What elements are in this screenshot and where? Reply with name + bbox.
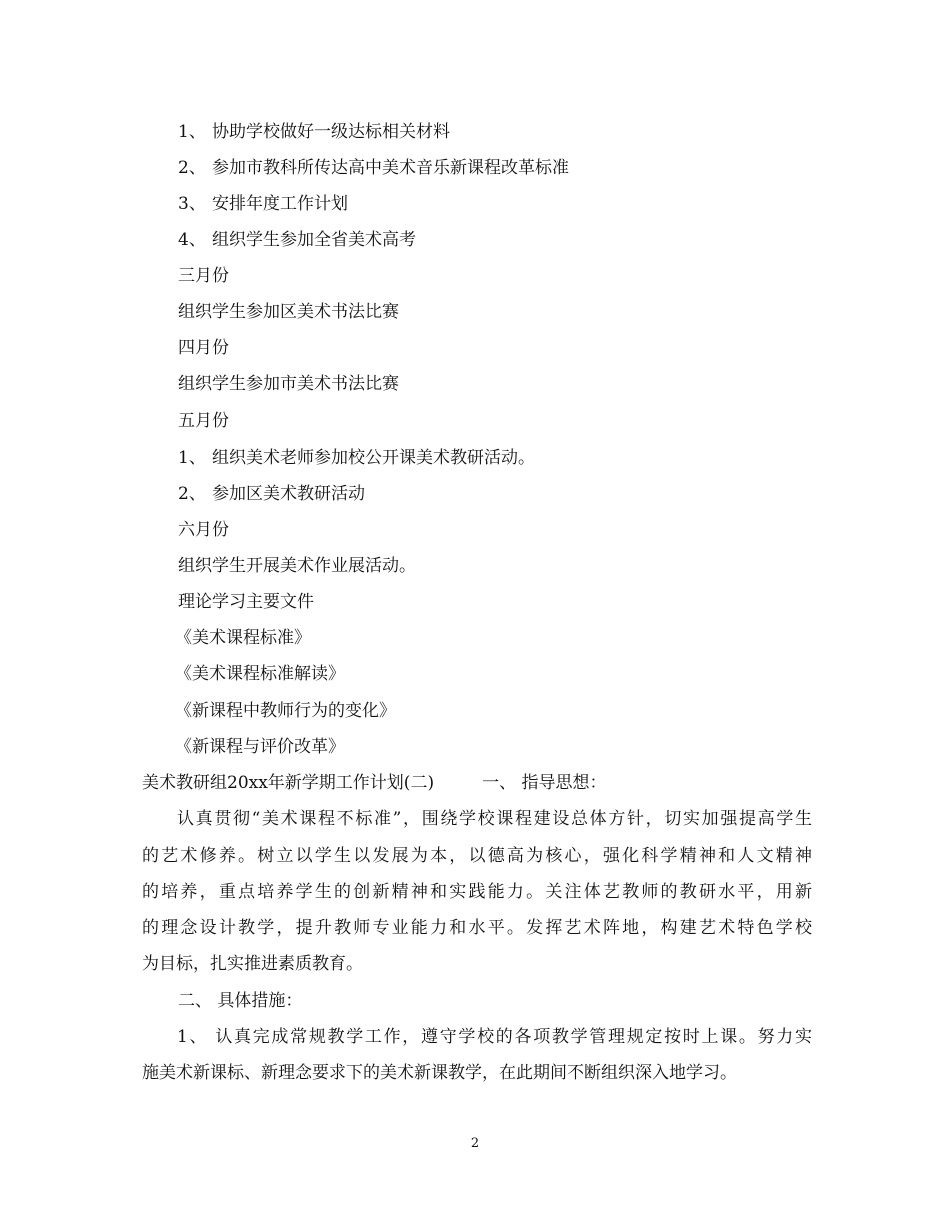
list-number: 1、 — [178, 448, 206, 468]
month-text-june: 组织学生开展美术作业展活动。 — [178, 556, 416, 576]
document-title-2: 《美术课程标准解读》 — [175, 664, 345, 684]
document-title-1: 《美术课程标准》 — [175, 628, 311, 648]
month-heading-april: 四月份 — [178, 338, 229, 358]
list-text: 组织学生参加全省美术高考 — [212, 230, 416, 250]
list-text: 参加市教科所传达高中美术音乐新课程改革标准 — [212, 158, 569, 178]
paragraph-line: 的艺术修养。树立以学生以发展为本，以德高为核心，强化科学精神和人文精神 — [142, 846, 812, 866]
paragraph-line: 施美术新课标、新理念要求下的美术新课教学，在此期间不断组织深入地学习。 — [142, 1063, 737, 1083]
list-text: 协助学校做好一级达标相关材料 — [212, 122, 450, 142]
month-text-march: 组织学生参加区美术书法比赛 — [178, 302, 399, 322]
list-number: 2、 — [178, 484, 206, 504]
list-text: 组织美术老师参加校公开课美术教研活动。 — [212, 448, 535, 468]
theory-heading: 理论学习主要文件 — [178, 592, 314, 612]
list-item — [178, 121, 450, 143]
list-item — [178, 193, 348, 215]
paragraph-line: 1、 认真完成常规教学工作，遵守学校的各项教学管理规定按时上课。努力实 — [177, 1027, 812, 1047]
page-number: 2 — [470, 1136, 480, 1151]
plan-title: 美术教研组20xx年新学期工作计划(二) — [142, 773, 435, 793]
list-number: 1、 — [178, 122, 206, 142]
paragraph-line: 的培养，重点培养学生的创新精神和实践能力。关注体艺教师的教研水平，用新 — [142, 882, 812, 902]
list-item — [178, 157, 569, 179]
document-title-4: 《新课程与评价改革》 — [175, 737, 345, 757]
list-item — [178, 447, 535, 469]
list-item — [178, 229, 416, 251]
month-heading-march: 三月份 — [178, 266, 229, 286]
paragraph-line: 为目标，扎实推进素质教育。 — [142, 954, 363, 974]
month-text-april: 组织学生参加市美术书法比赛 — [178, 374, 399, 394]
paragraph-line: 认真贯彻“美术课程不标准”，围绕学校课程建设总体方针，切实加强提高学生 — [177, 809, 812, 829]
list-text: 安排年度工作计划 — [212, 194, 348, 214]
list-number: 4、 — [178, 230, 206, 250]
list-number: 2、 — [178, 158, 206, 178]
measures-heading: 二、 具体措施： — [178, 991, 303, 1011]
plan-title-line — [142, 772, 606, 794]
list-item — [178, 483, 365, 505]
month-heading-may: 五月份 — [178, 411, 229, 431]
list-number: 3、 — [178, 194, 206, 214]
paragraph-line: 的理念设计教学，提升教师专业能力和水平。发挥艺术阵地，构建艺术特色学校 — [142, 918, 812, 938]
month-heading-june: 六月份 — [178, 520, 229, 540]
guide-heading: 一、 指导思想： — [482, 773, 607, 793]
document-title-3: 《新课程中教师行为的变化》 — [175, 701, 396, 721]
list-text: 参加区美术教研活动 — [212, 484, 365, 504]
